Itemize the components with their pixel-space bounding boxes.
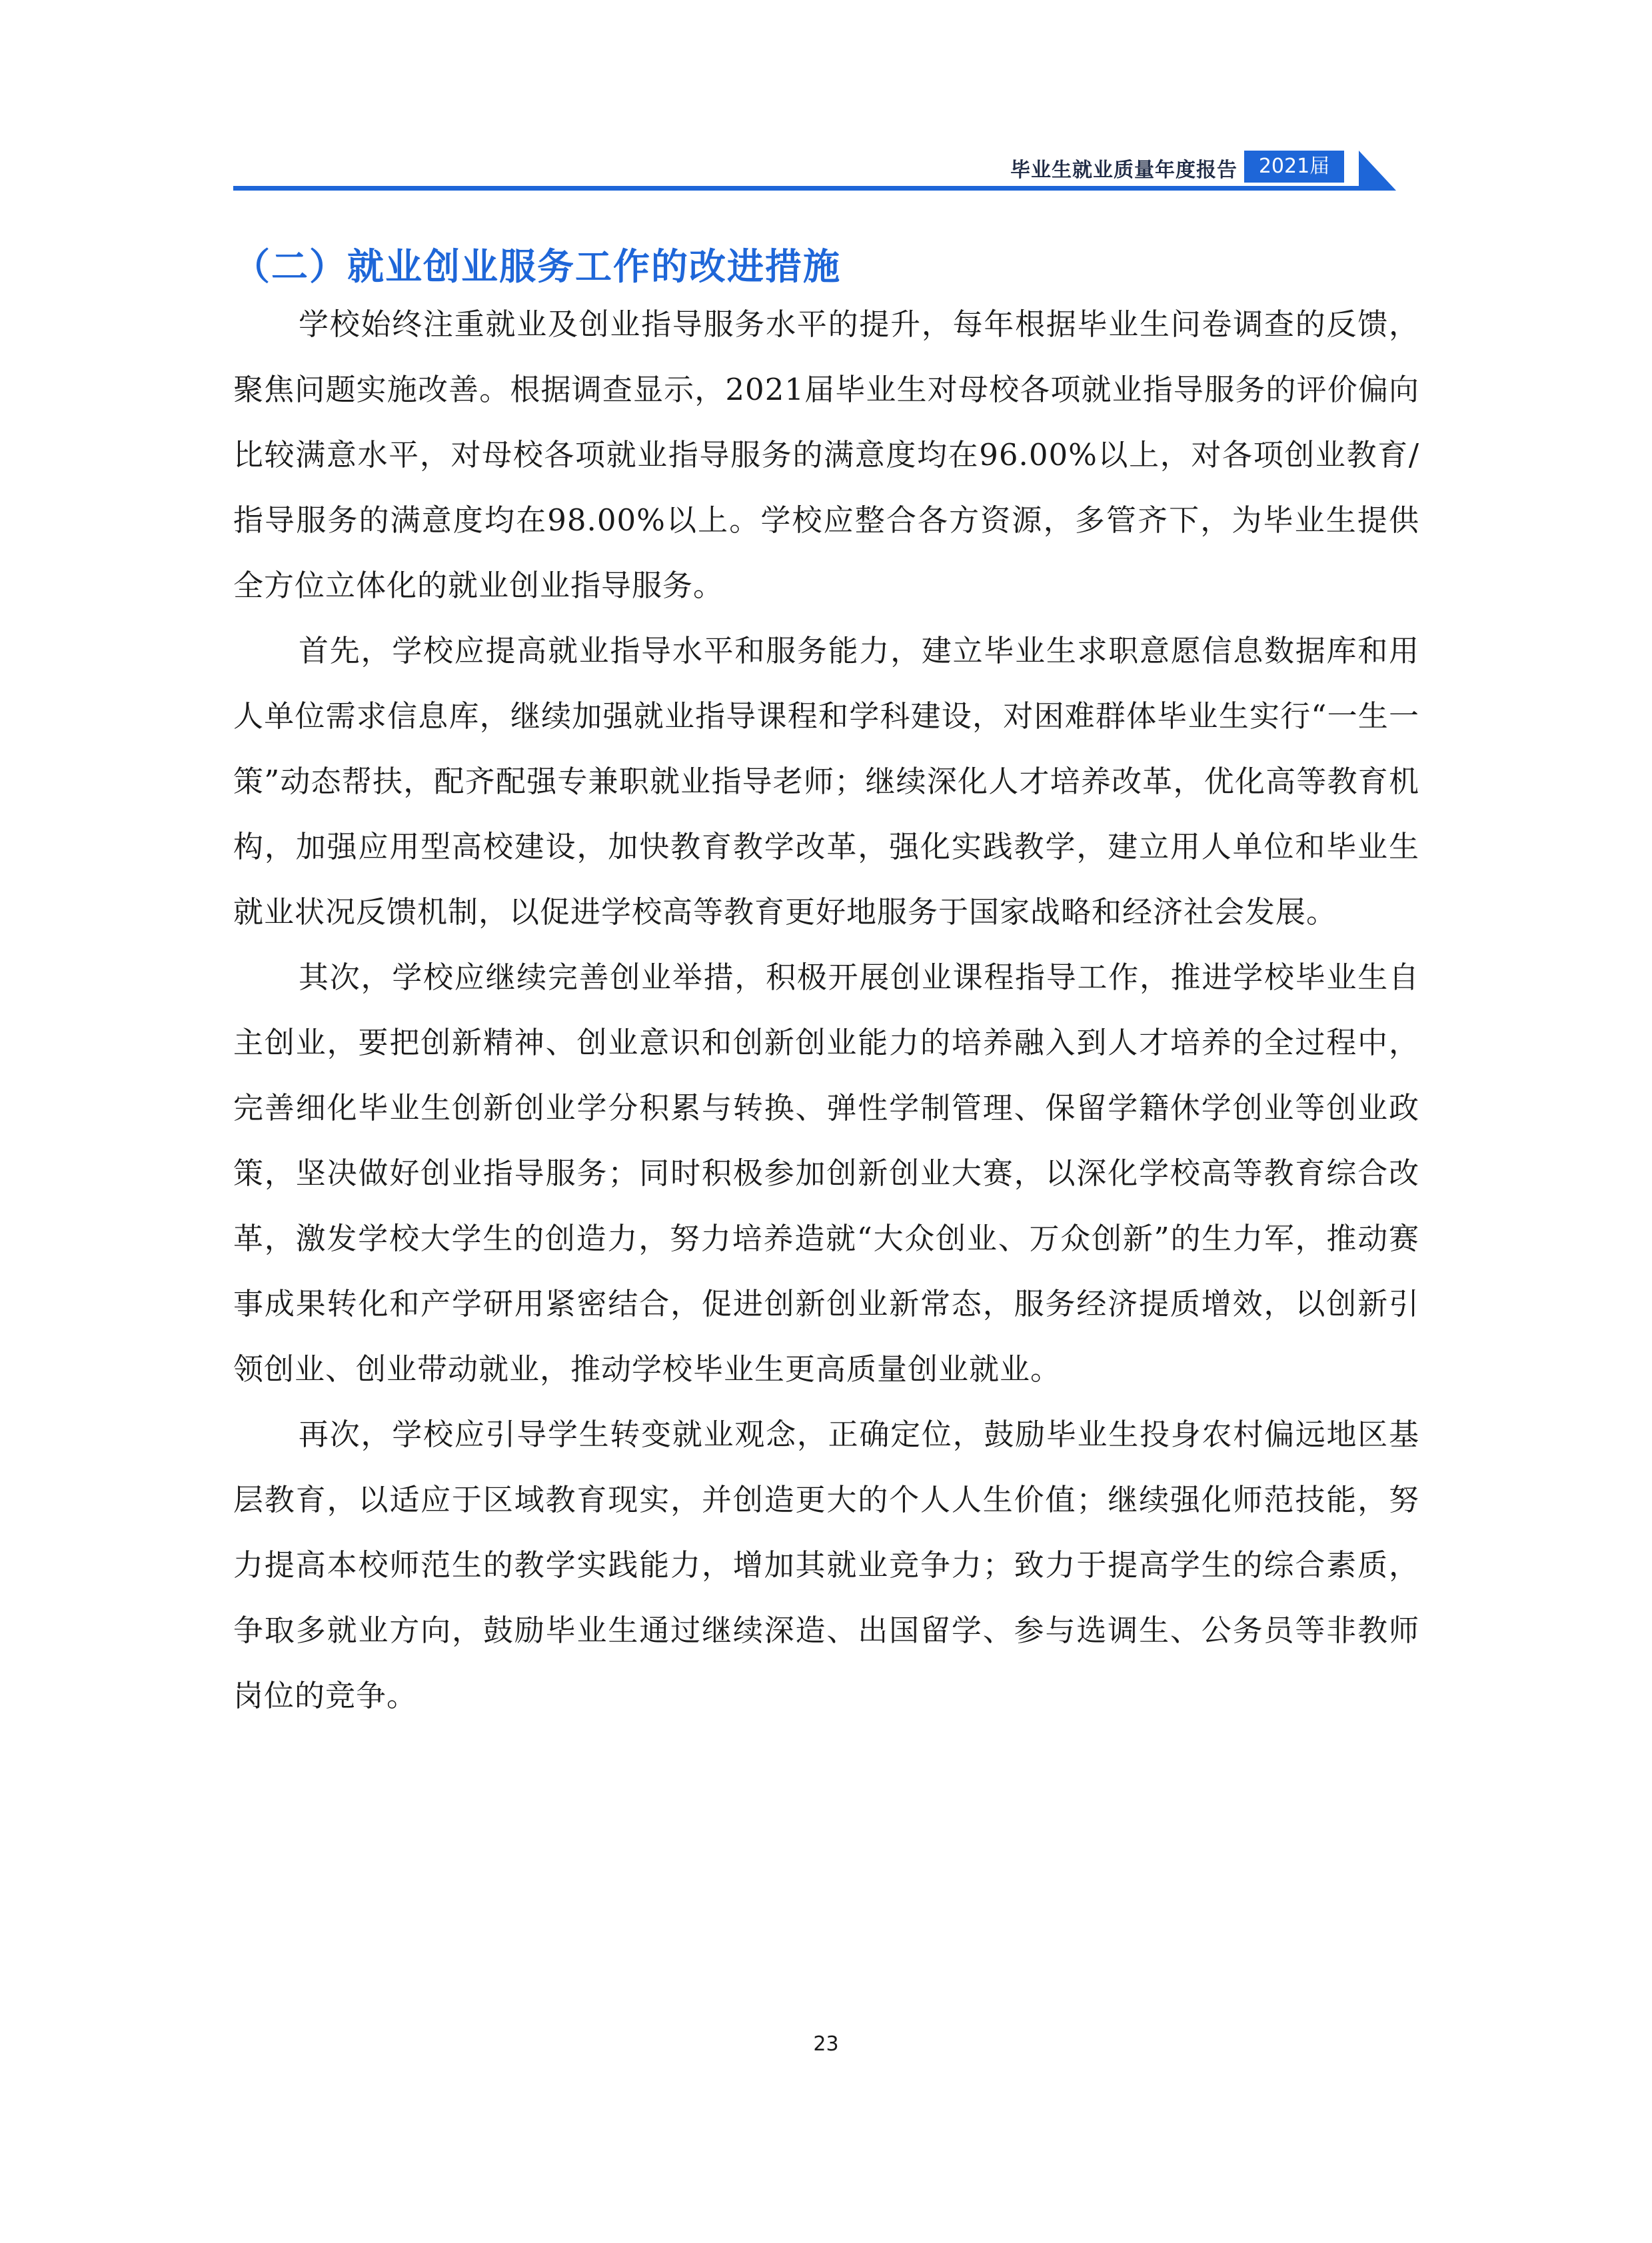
body-text — [233, 292, 1419, 1729]
header-arrow-decoration — [1359, 151, 1396, 191]
report-title: 毕业生就业质量年度报告 — [1010, 159, 1238, 182]
header-rule — [233, 186, 1366, 191]
paragraph-third-measure: 再次，学校应引导学生转变就业观念，正确定位，鼓励毕业生投身农村偏远地区基层教育，以适应于区域教育现实，并创造更大的个人人生价值；继续强化师范技能，努力提高本校师范生的教学实践能力，增加其就业竞争力；致力于提高学生的综合素质，争取多就业方向，鼓励毕业生通过继续深造、出国留学、参与选调生、公务员等非教师岗位的竞争。 — [233, 1417, 1419, 1713]
page-number: 23 — [813, 2032, 839, 2056]
paragraph-first-measure: 首先，学校应提高就业指导水平和服务能力，建立毕业生求职意愿信息数据库和用人单位需求信息库，继续加强就业指导课程和学科建设，对困难群体毕业生实行“一生一策”动态帮扶，配齐配强专兼职就业指导老师；继续深化人才培养改革，优化高等教育机构，加强应用型高校建设，加快教育教学改革，强化实践教学，建立用人单位和毕业生就业状况反馈机制，以促进学校高等教育更好地服务于国家战略和经济社会发展。 — [233, 633, 1419, 930]
paragraph-second-measure: 其次，学校应继续完善创业举措，积极开展创业课程指导工作，推进学校毕业生自主创业，要把创新精神、创业意识和创新创业能力的培养融入到人才培养的全过程中，完善细化毕业生创新创业学分积累与转换、弹性学制管理、保留学籍休学创业等创业政策，坚决做好创业指导服务；同时积极参加创新创业大赛，以深化学校高等教育综合改革，激发学校大学生的创造力，努力培养造就“大众创业、万众创新”的生力军，推动赛事成果转化和产学研用紧密结合，促进创新创业新常态，服务经济提质增效，以创新引领创业、创业带动就业，推动学校毕业生更高质量创业就业。 — [233, 960, 1419, 1387]
paragraph-intro: 学校始终注重就业及创业指导服务水平的提升，每年根据毕业生问卷调查的反馈，聚焦问题实施改善。根据调查显示，2021届毕业生对母校各项就业指导服务的评价偏向比较满意水平，对母校各项就业指导服务的满意度均在96.00%以上，对各项创业教育/指导服务的满意度均在98.00%以上。学校应整合各方资源，多管齐下，为毕业生提供全方位立体化的就业创业指导服务。 — [233, 307, 1419, 603]
year-badge: 2021届 — [1244, 151, 1344, 183]
page-header — [233, 151, 1396, 190]
section-heading: （二）就业创业服务工作的改进措施 — [233, 245, 842, 288]
